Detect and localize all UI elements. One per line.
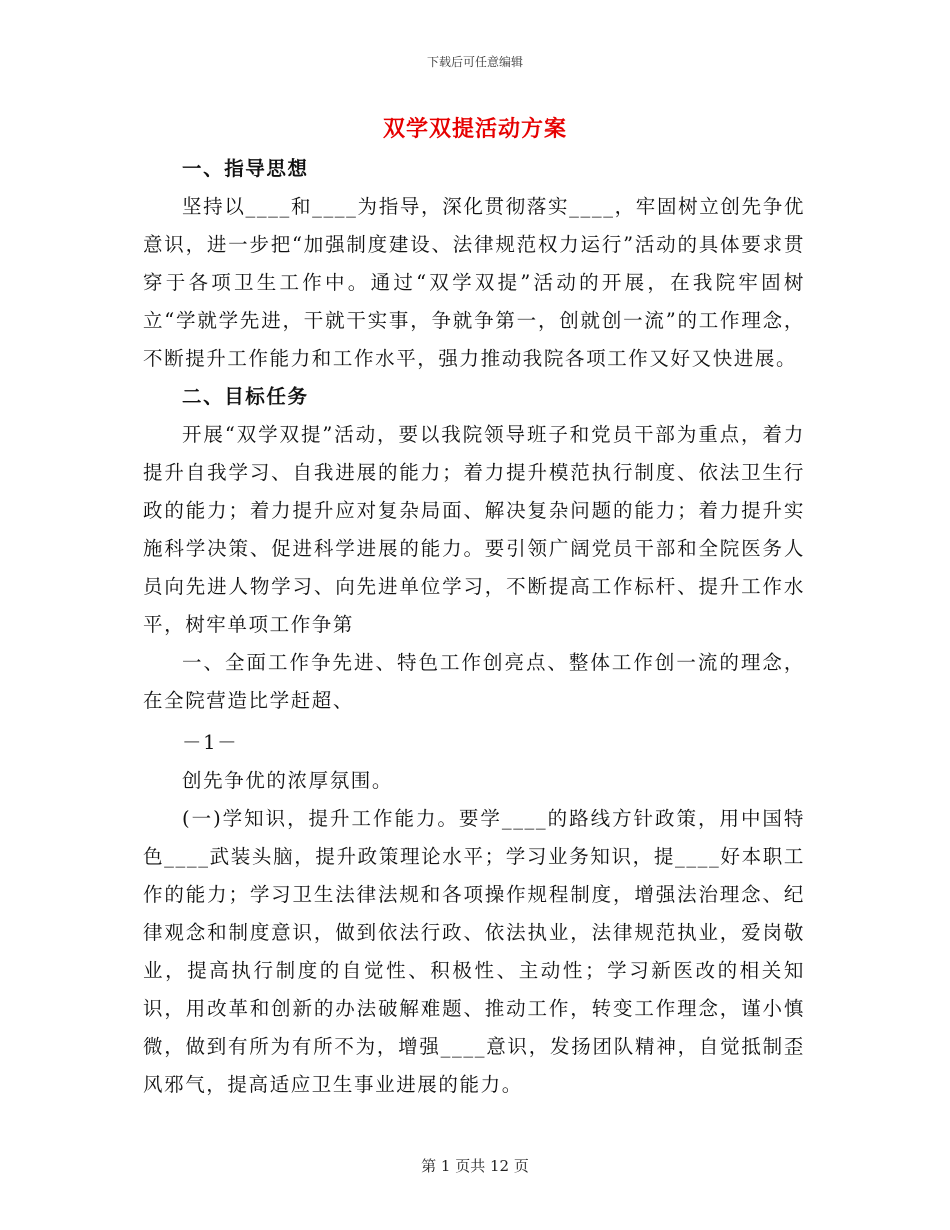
document-body bbox=[143, 150, 805, 1104]
inline-page-number: －1－ bbox=[182, 731, 239, 754]
paragraph-objectives: 开展“双学双提”活动，要以我院领导班子和党员干部为重点，着力提升自我学习、自我进展的能力；着力提升模范执行制度、依法卫生行政的能力；着力提升应对复杂局面、解决复杂问题的能力；着力提升实施科学决策、促进科学进展的能力。要引领广阔党员干部和全院医务人员向先进人物学习、向先进单位学习，不断提高工作标杆、提升工作水平，树牢单项工作争第 bbox=[143, 423, 805, 636]
header-note: 下载后可任意编辑 bbox=[426, 55, 523, 69]
paragraph-atmosphere: 创先争优的浓厚氛围。 bbox=[182, 769, 394, 792]
paragraph-guiding-thought: 坚持以____和____为指导，深化贯彻落实____，牢固树立创先争优意识，进一步把“加强制度建设、法律规范权力运行”活动的具体要求贯穿于各项卫生工作中。通过“双学双提”活动的开展，在我院牢固树立“学就学先进，干就干实事，争就争第一，创就创一流”的工作理念，不断提升工作能力和工作水平，强力推动我院各项工作又好又快进展。 bbox=[143, 195, 805, 370]
paragraph-learn-knowledge: (一)学知识，提升工作能力。要学____的路线方针政策，用中国特色____武装头脑，提升政策理论水平；学习业务知识，提____好本职工作的能力；学习卫生法律法规和各项操作规程制度，增强法治理念、纪律观念和制度意识，做到依法行政、依法执业，法律规范执业，爱岗敬业，提高执行制度的自觉性、积极性、主动性；学习新医改的相关知识，用改革和创新的办法破解难题、推动工作，转变工作理念，谨小慎微，做到有所为有所不为，增强____意识，发扬团队精神，自觉抵制歪风邪气，提高适应卫生事业进展的能力。 bbox=[143, 807, 805, 1096]
page-footer: 第 1 页共 12 页 bbox=[421, 1157, 529, 1175]
section-heading-guiding-thought: 一、指导思想 bbox=[182, 157, 309, 180]
document-title: 双学双提活动方案 bbox=[382, 116, 567, 142]
paragraph-objectives-continued: 一、全面工作争先进、特色工作创亮点、整体工作创一流的理念，在全院营造比学赶超、 bbox=[143, 651, 805, 712]
section-heading-objectives: 二、目标任务 bbox=[182, 385, 309, 408]
